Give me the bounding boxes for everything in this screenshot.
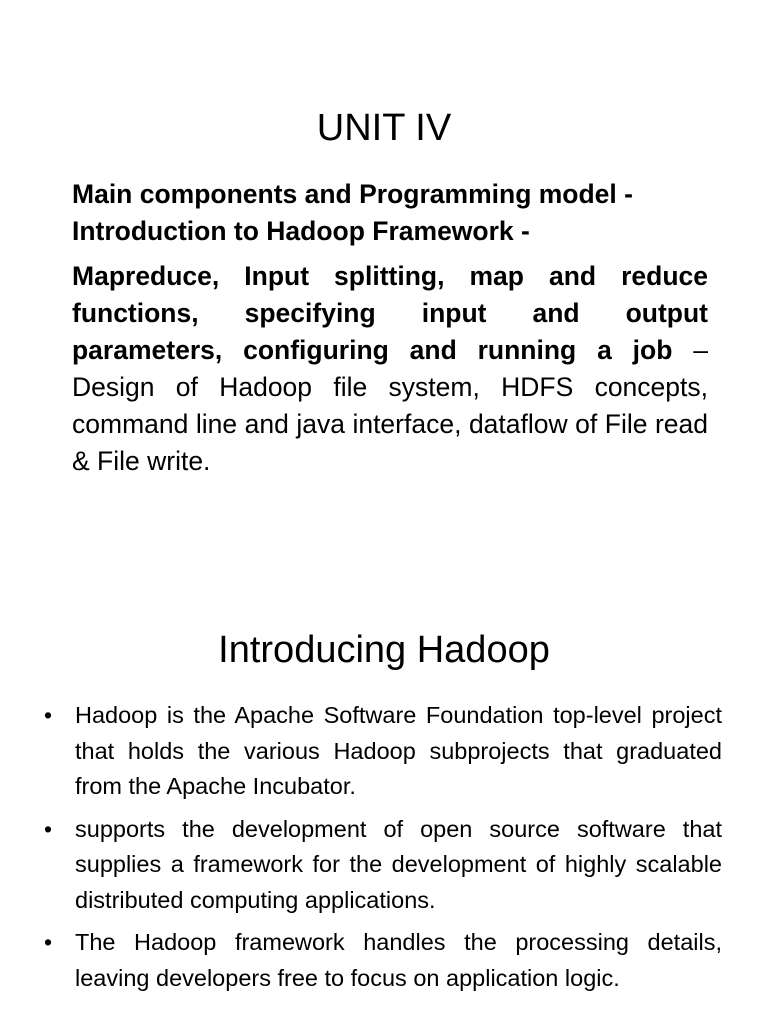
bullet-text: The Hadoop framework handles the processing details, leaving developers free to focus on application logic. [75,929,722,991]
bullet-text: Hadoop is the Apache Software Foundation top-level project that holds the various Hadoop subprojects that graduated from the Apache Incubator. [75,702,722,799]
syllabus-dash: – [672,335,708,365]
bullet-item [44,812,722,919]
bullet-icon: • [44,815,53,842]
syllabus-heading: Main components and Programming model - Introduction to Hadoop Framework - [72,179,633,246]
bullet-item [44,925,722,996]
bullet-list [44,698,722,1003]
bullet-text: supports the development of open source software that supplies a framework for the development of highly scalable distributed computing applications. [75,815,722,913]
slide-title: Introducing Hadoop [218,629,550,671]
syllabus-normal-topics: Design of Hadoop file system, HDFS concepts, command line and java interface, dataflow of File read & File write. [72,372,708,476]
bullet-icon: • [44,929,53,955]
bullet-icon: • [44,702,53,728]
syllabus-details [72,258,708,480]
slide-title: UNIT IV [316,107,452,149]
slide-introducing-hadoop [0,600,768,1024]
syllabus-bold-topics: Mapreduce, Input splitting, map and reduce functions, specifying input and output parameters, configuring and running a job [72,261,708,365]
unit-syllabus-text [72,176,708,480]
bullet-item [44,698,722,805]
